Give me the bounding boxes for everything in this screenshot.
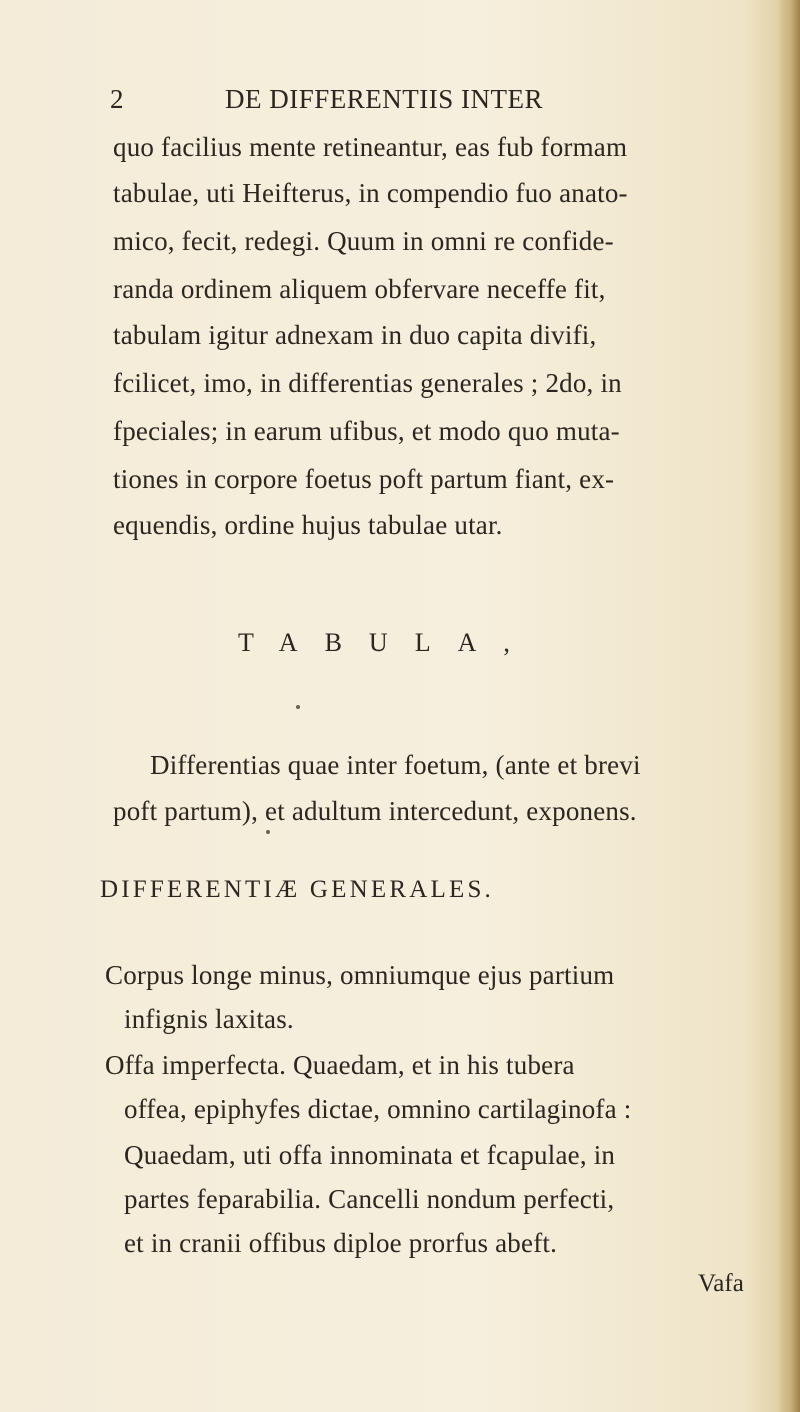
intro-line: quo facilius mente retineantur, eas fub formam	[113, 132, 628, 162]
running-head	[110, 84, 630, 118]
running-head-title: DE DIFFERENTIIS INTER	[225, 84, 543, 114]
intro-line: mico, fecit, redegi. Quum in omni re confide-	[113, 226, 614, 256]
intro-line: fcilicet, imo, in differentias generales ; 2do, in	[113, 368, 622, 398]
intro-line: equendis, ordine hujus tabulae utar.	[113, 510, 503, 540]
subtitle-line: Differentias quae inter foetum, (ante et brevi	[150, 750, 641, 780]
intro-line: tiones in corpore foetus poft partum fiant, ex-	[113, 464, 615, 494]
intro-line: tabulam igitur adnexam in duo capita divifi,	[113, 320, 597, 350]
ink-speck	[266, 830, 270, 834]
body-line: Corpus longe minus, omniumque ejus partium	[105, 960, 615, 990]
intro-line: fpeciales; in earum ufibus, et modo quo muta-	[113, 416, 620, 446]
body-line: Quaedam, uti offa innominata et fcapulae, in	[124, 1140, 616, 1170]
intro-line: randa ordinem aliquem obfervare neceffe fit,	[113, 274, 606, 304]
body-line: offea, epiphyfes dictae, omnino cartilaginofa :	[124, 1094, 632, 1124]
body-line: Offa imperfecta. Quaedam, et in his tubera	[105, 1050, 575, 1080]
subtitle-line: poft partum), et adultum intercedunt, exponens.	[113, 796, 637, 826]
tabula-heading: TABULA,	[238, 628, 537, 657]
intro-line: tabulae, uti Heifterus, in compendio fuo anato-	[113, 178, 628, 208]
page-gutter-shadow	[778, 0, 800, 1412]
page-number: 2	[110, 84, 124, 114]
body-line: partes feparabilia. Cancelli nondum perfecti,	[124, 1184, 615, 1214]
body-line: infignis laxitas.	[124, 1004, 294, 1034]
catchword: Vafa	[698, 1270, 744, 1297]
section-heading: DIFFERENTIÆ GENERALES.	[100, 876, 495, 903]
body-line: et in cranii offibus diploe prorfus abeft.	[124, 1228, 558, 1258]
ink-speck	[296, 705, 300, 709]
